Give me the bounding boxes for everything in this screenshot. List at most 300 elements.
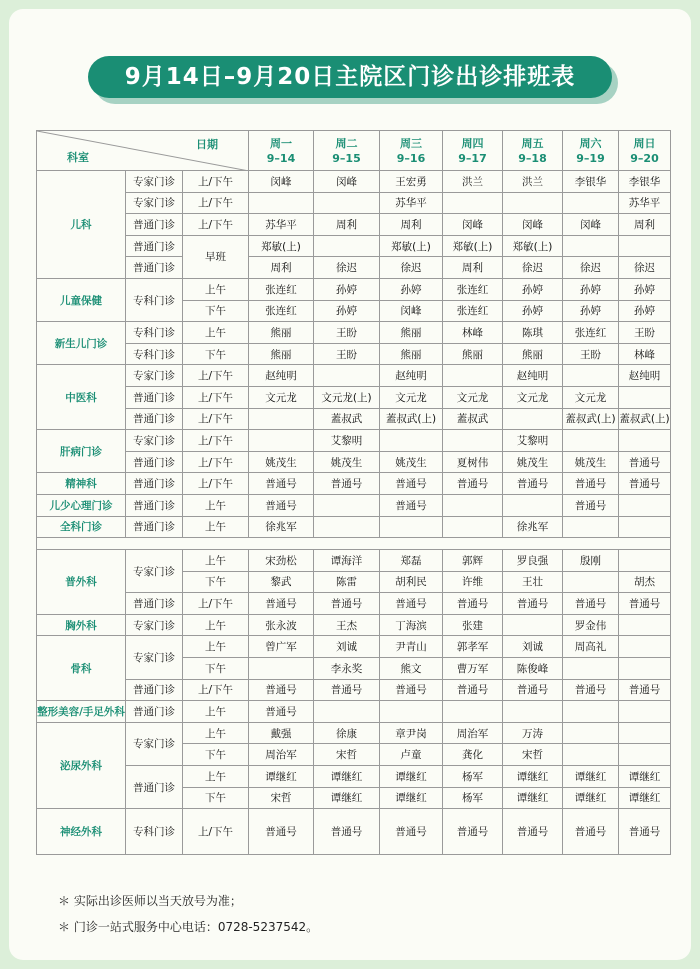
doctor-cell: 殷刚 [563,550,619,572]
doctor-cell [314,516,380,538]
schedule-table [36,130,671,855]
doctor-cell [380,516,443,538]
doctor-cell: 熊丽 [249,343,314,365]
doctor-cell: 文元龙(上) [314,386,380,408]
doctor-cell [249,408,314,430]
page-title: 9月14日–9月20日主院区门诊出诊排班表 [88,56,612,98]
doctor-cell: 郑磊 [380,550,443,572]
doctor-cell: 赵纯明 [380,365,443,387]
doctor-cell: 周利 [443,257,503,279]
dept-label: 科室 [67,151,89,164]
doctor-cell: 蓋叔武 [314,408,380,430]
doctor-cell: 孙婷 [563,278,619,300]
session-time: 上/下午 [183,593,249,615]
doctor-cell [503,701,563,723]
dept-name: 新生儿门诊 [37,322,126,365]
session-time: 上/下午 [183,408,249,430]
clinic-type: 普通门诊 [126,701,183,723]
day-date: 9–19 [576,151,605,165]
doctor-cell: 徐康 [314,722,380,744]
doctor-cell [563,744,619,766]
doctor-cell: 张连红 [249,300,314,322]
session-time: 上午 [183,550,249,572]
doctor-cell: 谭继红 [619,787,671,809]
doctor-cell: 普通号 [503,679,563,701]
day-header [380,131,443,171]
doctor-cell: 闵峰 [443,214,503,236]
doctor-cell [380,430,443,452]
clinic-type: 专家门诊 [126,614,183,636]
doctor-cell [314,701,380,723]
doctor-cell: 普通号 [619,809,671,855]
doctor-cell: 孙婷 [380,278,443,300]
doctor-cell: 谭继红 [380,787,443,809]
table-row [37,214,671,236]
doctor-cell [443,192,503,214]
clinic-type: 普通门诊 [126,408,183,430]
doctor-cell [503,614,563,636]
doctor-cell: 刘诚 [503,636,563,658]
table-row [37,679,671,701]
doctor-cell: 普通号 [443,593,503,615]
table-row [37,636,671,658]
table-row [37,408,671,430]
doctor-cell [563,722,619,744]
clinic-type: 普通门诊 [126,679,183,701]
doctor-cell: 杨军 [443,787,503,809]
clinic-type: 普通门诊 [126,386,183,408]
doctor-cell: 许维 [443,571,503,593]
doctor-cell: 普通号 [380,473,443,495]
table-row [37,701,671,723]
day-date: 9–14 [266,151,296,165]
doctor-cell: 徐兆军 [503,516,563,538]
clinic-type: 普通门诊 [126,257,183,279]
doctor-cell: 夏树伟 [443,451,503,473]
session-time: 早班 [183,235,249,278]
doctor-cell: 熊丽 [380,322,443,344]
doctor-cell [380,701,443,723]
footer-note-2: ＊ 门诊一站式服务中心电话：0728-5237542。 [58,920,319,934]
doctor-cell: 姚茂生 [380,451,443,473]
footer-note-1: ＊ 实际出诊医师以当天放号为准； [58,894,242,908]
header-row [37,131,671,171]
clinic-type: 专家门诊 [126,722,183,765]
doctor-cell: 王盼 [563,343,619,365]
doctor-cell: 蓋叔武(上) [563,408,619,430]
doctor-cell [619,614,671,636]
table-row [37,809,671,855]
doctor-cell: 万涛 [503,722,563,744]
clinic-type: 普通门诊 [126,473,183,495]
doctor-cell: 王宏勇 [380,171,443,193]
doctor-cell: 闵峰 [503,214,563,236]
day-header [443,131,503,171]
doctor-cell [619,701,671,723]
doctor-cell: 李永奖 [314,658,380,680]
doctor-cell: 谭继红 [249,766,314,788]
doctor-cell: 文元龙 [563,386,619,408]
doctor-cell: 闵峰 [380,300,443,322]
day-header [503,131,563,171]
session-time: 上/下午 [183,192,249,214]
doctor-cell: 徐迟 [380,257,443,279]
day-date: 9–18 [518,151,547,165]
table-row [37,516,671,538]
doctor-cell: 文元龙 [443,386,503,408]
doctor-cell [619,430,671,452]
session-time: 上/下午 [183,386,249,408]
doctor-cell [563,658,619,680]
table-row [37,451,671,473]
doctor-cell: 普通号 [380,593,443,615]
doctor-cell: 宋哲 [503,744,563,766]
clinic-type: 专家门诊 [126,430,183,452]
day-name: 周日 [633,136,656,150]
session-time: 上/下午 [183,214,249,236]
doctor-cell: 周利 [314,214,380,236]
doctor-cell [619,722,671,744]
doctor-cell: 普通号 [503,593,563,615]
dept-name: 全科门诊 [37,516,126,538]
separator-row [37,538,671,550]
session-time: 上午 [183,278,249,300]
dept-name: 肝病门诊 [37,430,126,473]
doctor-cell [563,192,619,214]
table-row [37,494,671,516]
clinic-type: 普通门诊 [126,494,183,516]
doctor-cell: 普通号 [314,473,380,495]
doctor-cell [443,365,503,387]
doctor-cell: 普通号 [443,473,503,495]
doctor-cell: 宋劲松 [249,550,314,572]
doctor-cell: 姚茂生 [503,451,563,473]
doctor-cell [619,744,671,766]
doctor-cell: 苏华平 [619,192,671,214]
table-row [37,171,671,193]
doctor-cell: 普通号 [249,701,314,723]
session-time: 上午 [183,516,249,538]
doctor-cell: 普通号 [314,809,380,855]
clinic-type: 普通门诊 [126,214,183,236]
doctor-cell [619,516,671,538]
doctor-cell: 林峰 [443,322,503,344]
clinic-type: 专家门诊 [126,171,183,193]
doctor-cell: 徐迟 [314,257,380,279]
doctor-cell: 卢童 [380,744,443,766]
doctor-cell: 普通号 [503,473,563,495]
doctor-cell: 刘诚 [314,636,380,658]
doctor-cell: 徐迟 [503,257,563,279]
doctor-cell [443,701,503,723]
clinic-type: 专家门诊 [126,365,183,387]
doctor-cell: 张建 [443,614,503,636]
session-time: 下午 [183,787,249,809]
doctor-cell: 姚茂生 [314,451,380,473]
doctor-cell: 文元龙 [503,386,563,408]
doctor-cell [563,516,619,538]
doctor-cell: 普通号 [249,679,314,701]
clinic-type: 专家门诊 [126,636,183,679]
day-header [314,131,380,171]
doctor-cell [249,658,314,680]
doctor-cell: 普通号 [619,679,671,701]
table-row [37,550,671,572]
doctor-cell: 姚茂生 [249,451,314,473]
dept-name: 骨科 [37,636,126,701]
session-time: 上午 [183,766,249,788]
clinic-type: 专科门诊 [126,343,183,365]
clinic-type: 普通门诊 [126,235,183,257]
doctor-cell: 周治军 [249,744,314,766]
dept-name: 儿童保健 [37,278,126,321]
clinic-type: 普通门诊 [126,766,183,809]
doctor-cell: 胡杰 [619,571,671,593]
doctor-cell: 孙婷 [619,278,671,300]
doctor-cell [619,386,671,408]
doctor-cell: 普通号 [249,473,314,495]
doctor-cell: 普通号 [314,593,380,615]
dept-name: 整形美容/手足外科 [37,701,126,723]
doctor-cell: 闵峰 [314,171,380,193]
day-name: 周二 [335,136,358,150]
doctor-cell: 孙婷 [314,300,380,322]
clinic-type: 专科门诊 [126,278,183,321]
dept-name: 儿科 [37,171,126,279]
doctor-cell: 罗金伟 [563,614,619,636]
doctor-cell: 普通号 [314,679,380,701]
clinic-type: 普通门诊 [126,451,183,473]
session-time: 上/下午 [183,171,249,193]
doctor-cell: 熊丽 [503,343,563,365]
doctor-cell: 蓋叔武(上) [380,408,443,430]
table-row [37,614,671,636]
day-date: 9–17 [458,151,487,165]
dept-name: 中医科 [37,365,126,430]
session-time: 上/下午 [183,679,249,701]
doctor-cell: 宋哲 [249,787,314,809]
doctor-cell: 普通号 [249,494,314,516]
doctor-cell: 普通号 [249,593,314,615]
doctor-cell: 谭继红 [314,787,380,809]
dept-name: 精神科 [37,473,126,495]
doctor-cell: 赵纯明 [503,365,563,387]
doctor-cell: 王杰 [314,614,380,636]
doctor-cell: 普通号 [619,451,671,473]
session-time: 上午 [183,614,249,636]
doctor-cell [314,494,380,516]
day-name: 周五 [521,136,544,150]
doctor-cell [314,235,380,257]
doctor-cell: 文元龙 [249,386,314,408]
doctor-cell: 胡利民 [380,571,443,593]
dept-name: 神经外科 [37,809,126,855]
doctor-cell [443,516,503,538]
doctor-cell [314,192,380,214]
doctor-cell [503,494,563,516]
clinic-type: 普通门诊 [126,593,183,615]
doctor-cell: 徐迟 [563,257,619,279]
doctor-cell: 普通号 [503,809,563,855]
dept-name: 泌尿外科 [37,722,126,808]
doctor-cell: 戴强 [249,722,314,744]
doctor-cell: 周利 [619,214,671,236]
session-time: 上/下午 [183,365,249,387]
doctor-cell: 闵峰 [249,171,314,193]
doctor-cell: 谭继红 [380,766,443,788]
table-row [37,257,671,279]
date-label: 日期 [196,138,219,151]
day-name: 周六 [579,136,602,150]
day-name: 周三 [400,136,423,150]
doctor-cell: 周利 [380,214,443,236]
doctor-cell: 郑敏(上) [380,235,443,257]
header-corner [37,131,249,171]
doctor-cell: 姚茂生 [563,451,619,473]
doctor-cell: 张连红 [443,278,503,300]
day-date: 9–16 [396,151,426,165]
doctor-cell: 闵峰 [563,214,619,236]
doctor-cell: 郑敏(上) [249,235,314,257]
doctor-cell: 徐迟 [619,257,671,279]
doctor-cell [503,408,563,430]
doctor-cell: 徐兆军 [249,516,314,538]
doctor-cell: 郭孝军 [443,636,503,658]
doctor-cell: 谭继红 [503,766,563,788]
doctor-cell: 罗良强 [503,550,563,572]
doctor-cell: 熊丽 [249,322,314,344]
doctor-cell [619,494,671,516]
dept-name: 普外科 [37,550,126,615]
session-time: 下午 [183,343,249,365]
doctor-cell: 苏华平 [249,214,314,236]
doctor-cell: 孙婷 [503,300,563,322]
doctor-cell: 张连红 [443,300,503,322]
doctor-cell: 陈琪 [503,322,563,344]
session-time: 上/下午 [183,451,249,473]
doctor-cell: 陈俊峰 [503,658,563,680]
doctor-cell: 王壮 [503,571,563,593]
table-row [37,766,671,788]
table-row [37,473,671,495]
doctor-cell: 普通号 [563,473,619,495]
doctor-cell [619,235,671,257]
doctor-cell: 郑敏(上) [503,235,563,257]
doctor-cell: 陈雷 [314,571,380,593]
dept-name: 儿少心理门诊 [37,494,126,516]
doctor-cell [619,550,671,572]
doctor-cell: 王盼 [619,322,671,344]
day-name: 周四 [461,136,484,150]
doctor-cell [249,430,314,452]
doctor-cell [314,365,380,387]
doctor-cell: 王盼 [314,343,380,365]
doctor-cell: 谭海洋 [314,550,380,572]
clinic-type: 专科门诊 [126,322,183,344]
doctor-cell: 孙婷 [503,278,563,300]
doctor-cell: 普通号 [563,679,619,701]
clinic-type: 专家门诊 [126,550,183,593]
dept-name: 胸外科 [37,614,126,636]
table-row [37,430,671,452]
doctor-cell: 李银华 [563,171,619,193]
doctor-cell: 曾广军 [249,636,314,658]
doctor-cell [563,430,619,452]
clinic-type: 普通门诊 [126,516,183,538]
doctor-cell: 熊丽 [380,343,443,365]
doctor-cell [563,365,619,387]
day-date: 9–15 [332,151,361,165]
session-time: 下午 [183,300,249,322]
doctor-cell: 苏华平 [380,192,443,214]
doctor-cell [563,235,619,257]
doctor-cell: 张连红 [249,278,314,300]
session-time: 上午 [183,722,249,744]
session-time: 上午 [183,701,249,723]
doctor-cell: 谭继红 [314,766,380,788]
session-time: 上/下午 [183,473,249,495]
doctor-cell: 孙婷 [314,278,380,300]
table-row [37,278,671,300]
doctor-cell: 普通号 [380,494,443,516]
doctor-cell: 杨军 [443,766,503,788]
session-time: 上午 [183,494,249,516]
doctor-cell: 赵纯明 [249,365,314,387]
doctor-cell: 宋哲 [314,744,380,766]
session-time: 上午 [183,322,249,344]
table-row [37,322,671,344]
doctor-cell: 章尹岗 [380,722,443,744]
doctor-cell: 普通号 [619,593,671,615]
doctor-cell: 周利 [249,257,314,279]
doctor-cell [443,494,503,516]
doctor-cell: 张连红 [563,322,619,344]
doctor-cell: 郭辉 [443,550,503,572]
doctor-cell: 普通号 [249,809,314,855]
session-time: 上午 [183,636,249,658]
doctor-cell: 丁海滨 [380,614,443,636]
day-name: 周一 [270,136,293,150]
doctor-cell: 熊丽 [443,343,503,365]
doctor-cell [443,430,503,452]
day-header [619,131,671,171]
doctor-cell: 张永波 [249,614,314,636]
day-date: 9–20 [630,151,659,165]
separator-cell [37,538,671,550]
doctor-cell: 谭继红 [503,787,563,809]
table-row [37,593,671,615]
doctor-cell: 普通号 [619,473,671,495]
session-time: 下午 [183,744,249,766]
session-time: 上/下午 [183,430,249,452]
session-time: 上/下午 [183,809,249,855]
table-row [37,192,671,214]
doctor-cell: 王盼 [314,322,380,344]
doctor-cell: 孙婷 [563,300,619,322]
doctor-cell: 蓋叔武(上) [619,408,671,430]
doctor-cell: 文元龙 [380,386,443,408]
doctor-cell: 蓋叔武 [443,408,503,430]
doctor-cell: 尹青山 [380,636,443,658]
doctor-cell: 普通号 [563,494,619,516]
day-header [563,131,619,171]
doctor-cell: 艾黎明 [503,430,563,452]
doctor-cell [249,192,314,214]
table-row [37,343,671,365]
doctor-cell: 谭继红 [619,766,671,788]
doctor-cell: 李银华 [619,171,671,193]
doctor-cell: 黎武 [249,571,314,593]
